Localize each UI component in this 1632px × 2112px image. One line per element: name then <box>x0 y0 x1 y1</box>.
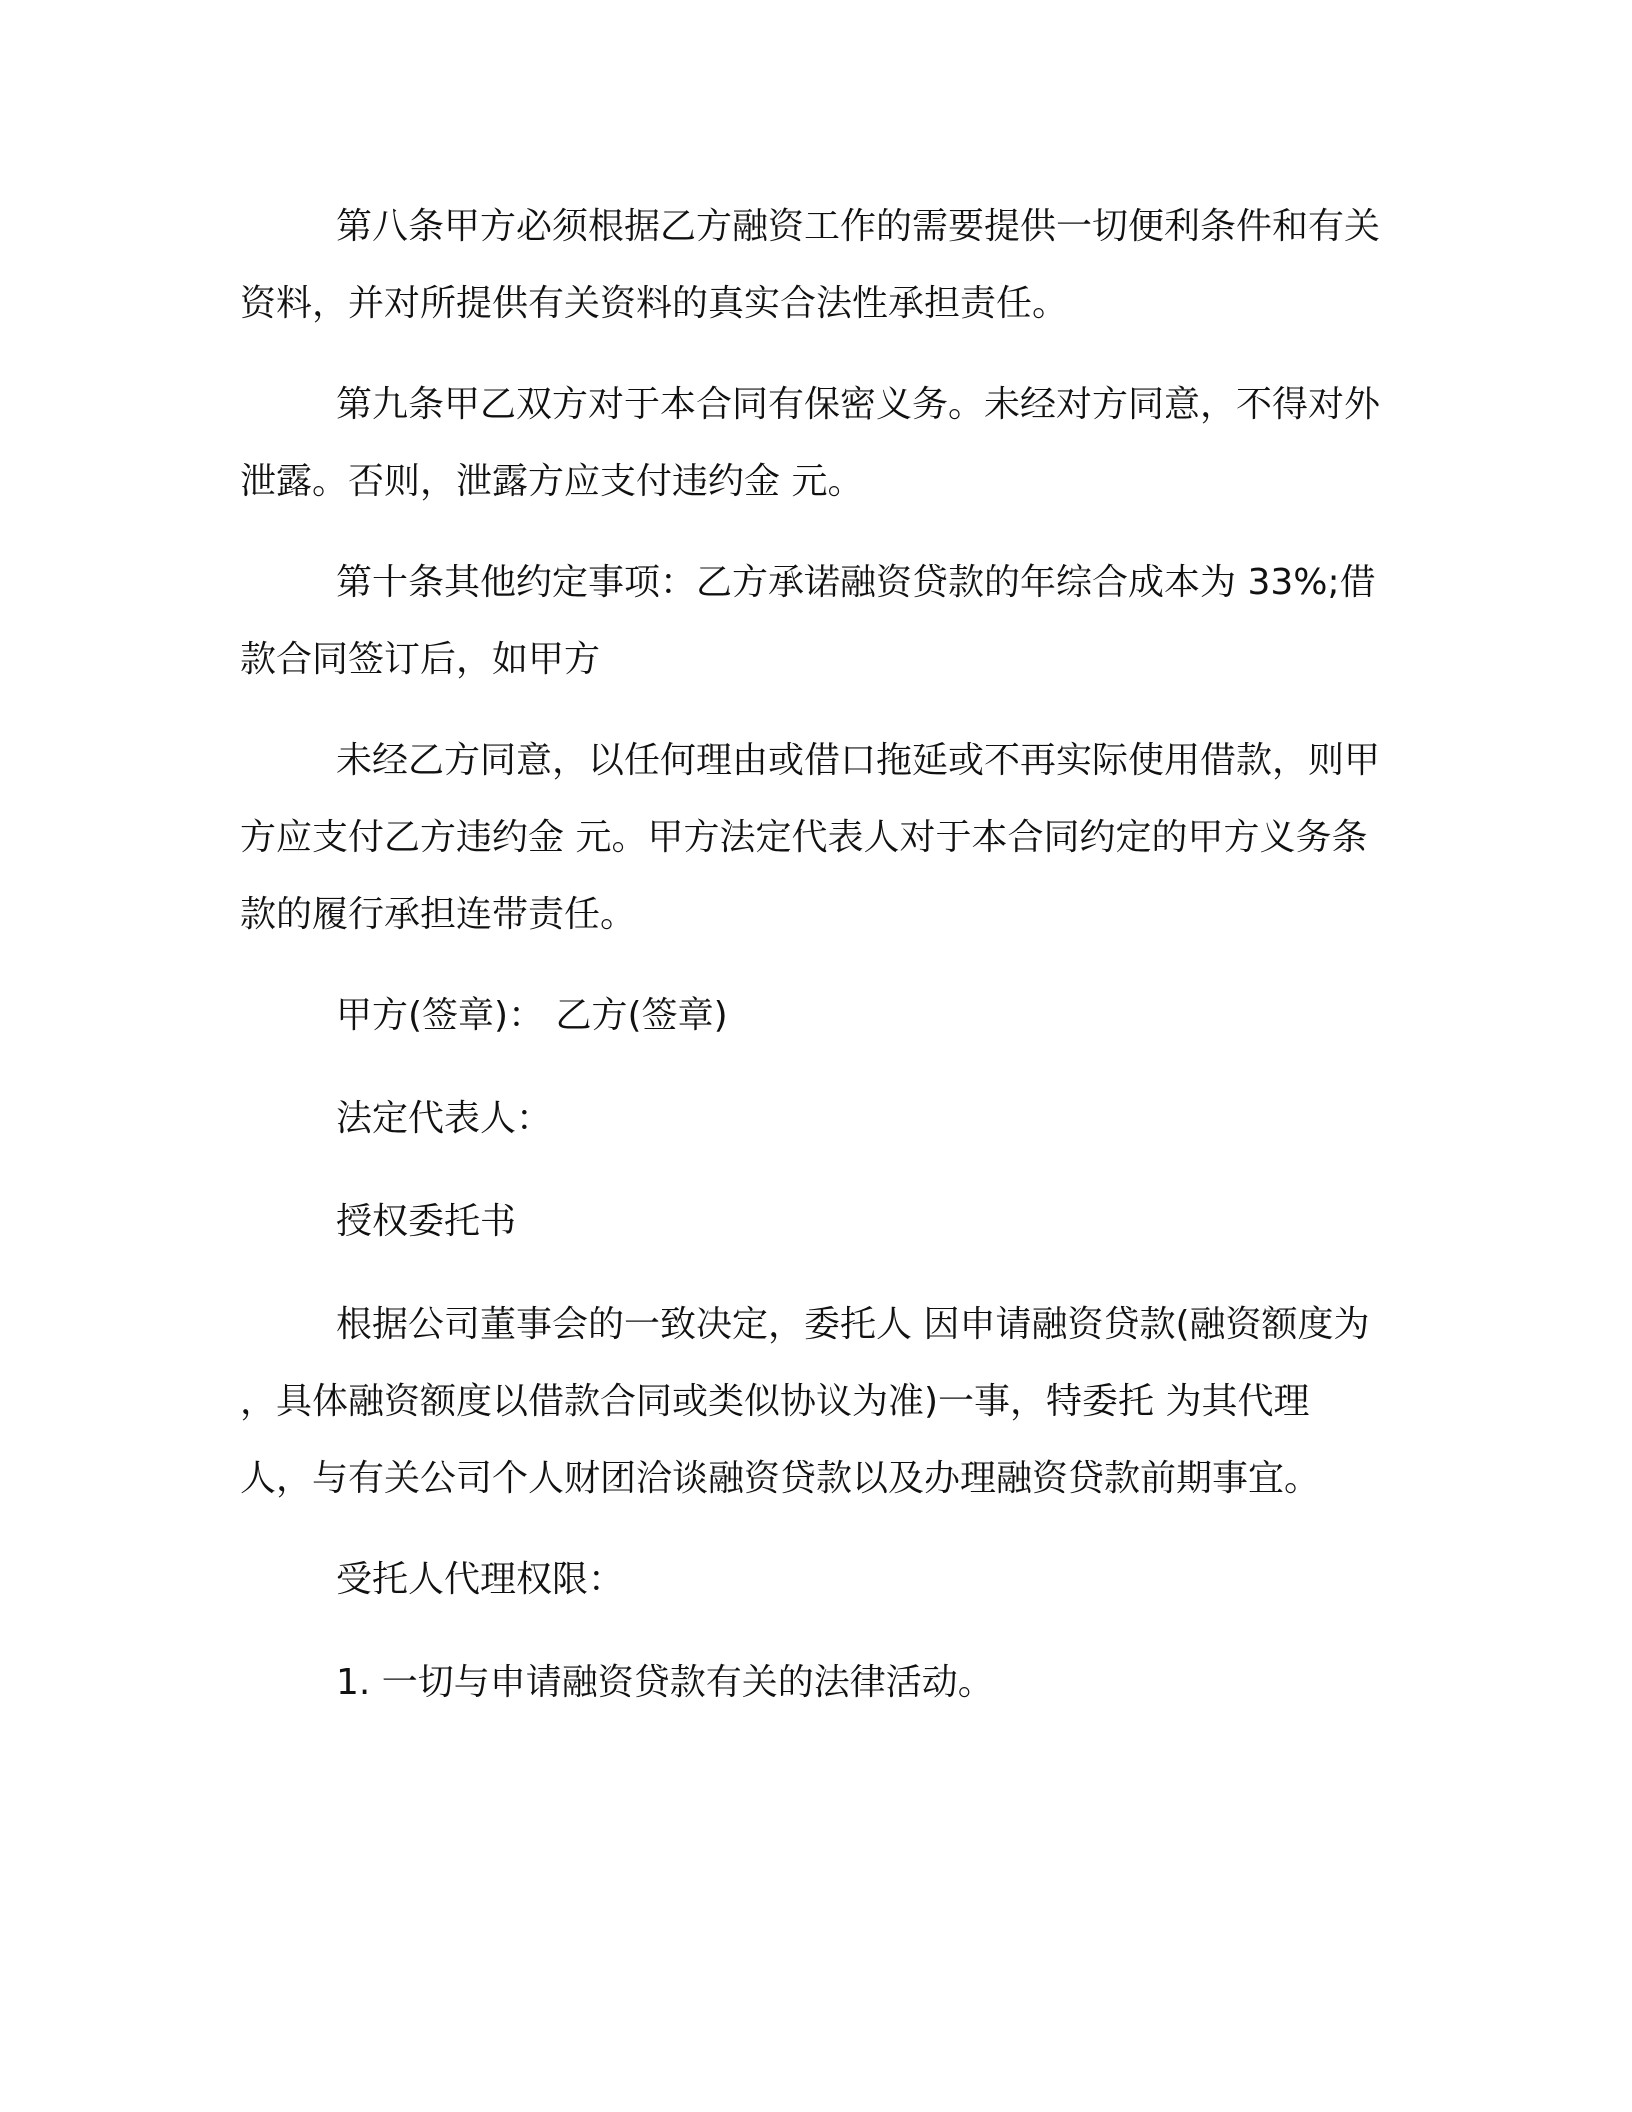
signature-line: 甲方(签章)： 乙方(签章) <box>336 995 728 1036</box>
clause-10-continuation-paragraph: 未经乙方同意，以任何理由或借口拖延或不再实际使用借款，则甲方应支付乙方违约金 元。甲方法定代表人对于本合同约定的甲方义务条款的履行承担连带责任。 <box>240 740 1381 935</box>
power-of-attorney-heading: 授权委托书 <box>336 1201 517 1242</box>
authority-item-1: 1. 一切与申请融资贷款有关的法律活动。 <box>336 1662 994 1703</box>
legal-representative-line: 法定代表人： <box>336 1098 553 1139</box>
authorization-paragraph: 根据公司董事会的一致决定，委托人 因申请融资贷款(融资额度为 ，具体融资额度以借款合同或类似协议为准)一事，特委托 为其代理人，与有关公司个人财团洽谈融资贷款以及办理融资贷款前期事宜。 <box>240 1304 1370 1499</box>
clause-10-paragraph: 第十条其他约定事项：乙方承诺融资贷款的年综合成本为 33%;借款合同签订后，如甲方 <box>240 562 1376 680</box>
document-page <box>240 188 1380 1747</box>
clause-9-paragraph: 第九条甲乙双方对于本合同有保密义务。未经对方同意，不得对外泄露。否则，泄露方应支付违约金 元。 <box>240 384 1381 502</box>
clause-8-paragraph: 第八条甲方必须根据乙方融资工作的需要提供一切便利条件和有关资料，并对所提供有关资料的真实合法性承担责任。 <box>240 206 1381 324</box>
agent-authority-heading: 受托人代理权限： <box>336 1559 625 1600</box>
